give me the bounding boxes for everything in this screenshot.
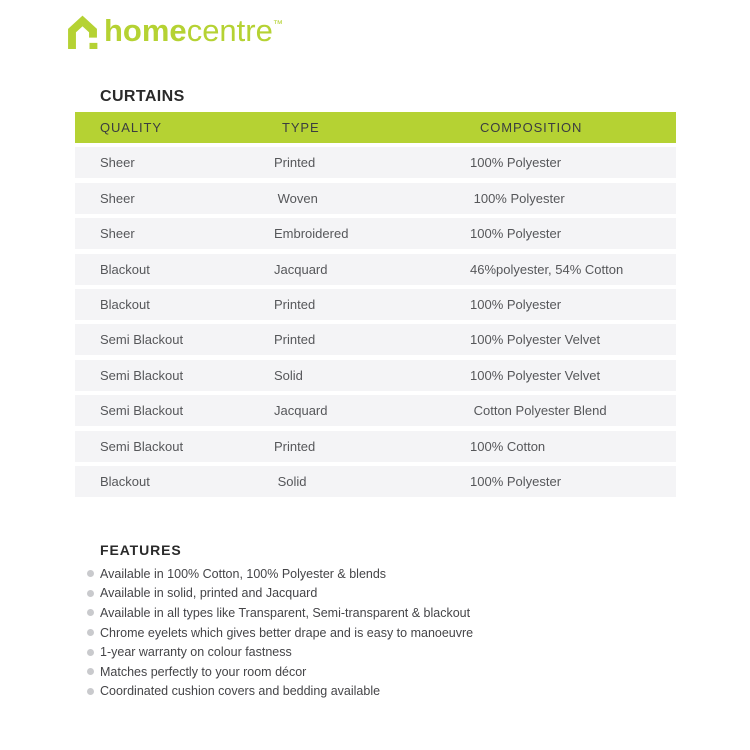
trademark-symbol: ™ [272,19,283,30]
column-header-quality: QUALITY [100,120,162,135]
cell-composition: Cotton Polyester Blend [470,403,607,419]
table-body [75,147,676,497]
logo-wordmark [104,13,273,49]
table-row [75,289,676,320]
column-header-composition: COMPOSITION [480,120,583,135]
feature-text: Available in 100% Cotton, 100% Polyester & blends [100,566,387,581]
list-item [87,662,473,682]
cell-composition: 100% Polyester [470,155,562,171]
bullet-icon [87,688,94,695]
table-row [75,254,676,285]
cell-quality: Sheer [100,190,135,206]
feature-text: Matches perfectly to your room décor [100,664,307,679]
logo-text-home: home [104,13,187,48]
cell-type: Jacquard [274,261,328,277]
features-list [87,564,473,701]
cell-type: Printed [274,438,316,454]
curtains-table [75,112,676,497]
cell-type: Embroidered [274,226,349,242]
cell-type: Jacquard [274,403,328,419]
table-row [75,324,676,355]
cell-composition: 100% Cotton [470,438,546,454]
table-row [75,466,676,497]
feature-text: 1-year warranty on colour fastness [100,645,292,660]
table-row [75,147,676,178]
cell-type: Printed [274,332,316,348]
cell-type: Printed [274,155,316,171]
feature-text: Available in solid, printed and Jacquard [100,586,318,601]
bullet-icon [87,570,94,577]
house-icon [64,14,101,49]
cell-type: Solid [274,367,303,383]
bullet-icon [87,609,94,616]
page-title: CURTAINS [100,88,185,105]
cell-type: Printed [274,296,316,312]
table-row [75,183,676,214]
table-row [75,395,676,426]
cell-quality: Blackout [100,296,150,312]
list-item [87,642,473,662]
cell-composition: 100% Polyester Velvet [470,332,601,348]
table-row [75,218,676,249]
cell-composition: 100% Polyester [470,296,562,312]
cell-quality: Blackout [100,261,150,277]
cell-quality: Semi Blackout [100,438,184,454]
cell-quality: Semi Blackout [100,332,184,348]
logo-text-centre: centre [186,13,273,48]
cell-quality: Sheer [100,226,135,242]
cell-quality: Semi Blackout [100,367,184,383]
cell-composition: 100% Polyester [470,190,565,206]
homecentre-logo [64,13,283,49]
list-item [87,682,473,702]
column-header-type: TYPE [282,120,320,135]
feature-text: Chrome eyelets which gives better drape and is easy to manoeuvre [100,625,474,640]
table-header-row [75,112,676,143]
cell-composition: 100% Polyester [470,226,562,242]
feature-text: Coordinated cushion covers and bedding available [100,684,381,699]
bullet-icon [87,590,94,597]
table-row [75,360,676,391]
bullet-icon [87,649,94,656]
cell-composition: 100% Polyester Velvet [470,367,601,383]
table-row [75,431,676,462]
cell-quality: Sheer [100,155,135,171]
cell-quality: Semi Blackout [100,403,184,419]
cell-composition: 46%polyester, 54% Cotton [470,261,624,277]
features-title: FEATURES [100,542,182,558]
cell-type: Solid [274,473,307,489]
bullet-icon [87,668,94,675]
cell-composition: 100% Polyester [470,473,562,489]
list-item [87,603,473,623]
list-item [87,564,473,584]
cell-quality: Blackout [100,473,150,489]
list-item [87,623,473,643]
feature-text: Available in all types like Transparent, Semi-transparent & blackout [100,605,471,620]
bullet-icon [87,629,94,636]
cell-type: Woven [274,190,318,206]
list-item [87,584,473,604]
